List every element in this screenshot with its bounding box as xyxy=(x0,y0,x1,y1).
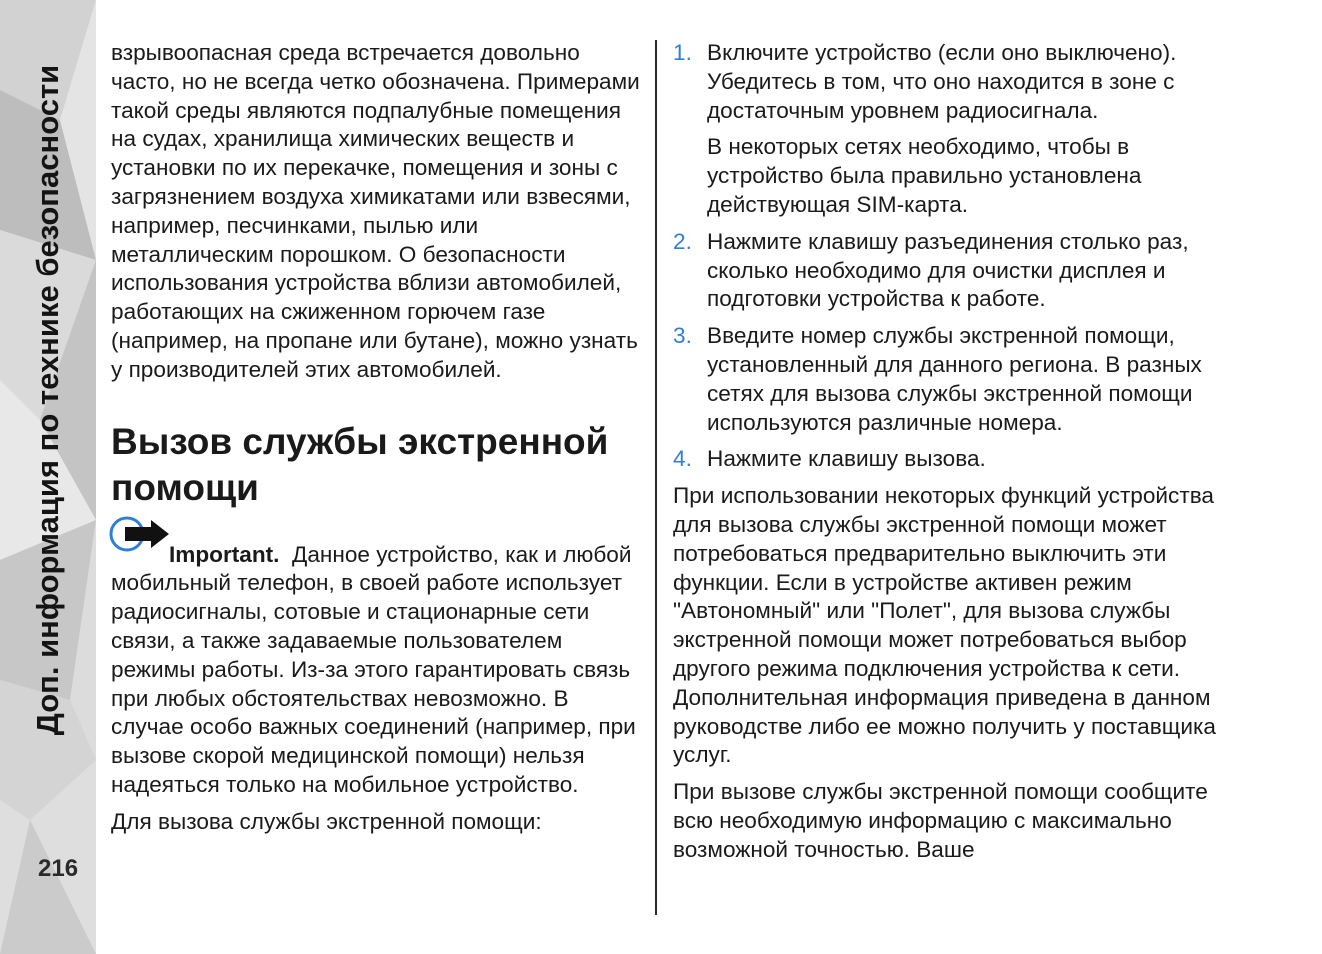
body-paragraph: При вызове службы экстренной помощи сообщите всю необходимую информацию с максимально возможной точностью. Ваше xyxy=(673,779,1208,862)
page-number: 216 xyxy=(38,855,79,882)
step-number: 4. xyxy=(673,446,692,472)
list-item xyxy=(673,39,1218,220)
column-divider xyxy=(655,40,657,915)
step-text: Включите устройство (если оно выключено). Убедитесь в том, что оно находится в зоне с достаточным уровнем радиосигнала. xyxy=(707,40,1177,123)
list-item xyxy=(673,228,1218,314)
important-label: Important. xyxy=(169,541,280,567)
section-heading: Вызов службы экстренной помощи xyxy=(111,420,609,508)
important-text: Данное устройство, как и любой мобильный телефон, в своей работе использует радиосигналы, сотовые и стационарные сети связи, а также задаваемые пользователем режимы работы. Из-за этого гарантировать связь при любых обстоятельствах невозможно. В случае особо важных соединений (например, при вызове скорой медицинской помощи) нельзя надеяться только на мобильное устройство. xyxy=(111,541,636,797)
important-note xyxy=(111,541,646,800)
body-paragraph: При использовании некоторых функций устройства для вызова службы экстренной помощи может потребоваться предварительно выключить эти функции. Если в устройстве активен режим "Автономный" или "Полет", для вызова службы экстренной помощи может потребоваться выбор другого режима подключения устройства к сети. Дополнительная информация приведена в данном руководстве либо ее можно получить у поставщика услуг. xyxy=(673,483,1216,768)
list-item xyxy=(673,445,1218,474)
important-note-icon xyxy=(107,514,171,554)
sidebar xyxy=(0,0,96,954)
lead-in-paragraph: Для вызова службы экстренной помощи: xyxy=(111,808,542,834)
list-item xyxy=(673,322,1218,437)
right-column xyxy=(673,39,1218,873)
step-text: Нажмите клавишу разъединения столько раз, сколько необходимо для очистки дисплея и подготовки устройства к работе. xyxy=(707,228,1189,312)
step-text: Нажмите клавишу вызова. xyxy=(707,446,986,472)
section-side-title: Доп. информация по технике безопасности xyxy=(30,64,65,736)
step-text: Введите номер службы экстренной помощи, установленный для данного региона. В разных сетях для вызова службы экстренной помощи используются различные номера. xyxy=(707,323,1202,435)
left-column xyxy=(111,39,646,845)
step-subtext: В некоторых сетях необходимо, чтобы в устройство была правильно установлена действующая SIM-карта. xyxy=(707,134,1142,217)
step-number: 3. xyxy=(673,323,692,349)
steps-list xyxy=(673,39,1218,474)
step-number: 2. xyxy=(673,228,692,254)
intro-paragraph: взрывоопасная среда встречается довольно часто, но не всегда четко обозначена. Примерами такой среды являются подпалубные помещения на судах, хранилища химических веществ и установки по их перекачке, помещения и зоны с загрязнением воздуха химикатами или взвесями, например, песчинками, пылью или металлическим порошком. О безопасности использования устройства вблизи автомобилей, работающих на сжиженном горючем газе (например, на пропане или бутане), можно узнать у производителей этих автомобилей. xyxy=(111,40,640,382)
step-number: 1. xyxy=(673,40,692,65)
